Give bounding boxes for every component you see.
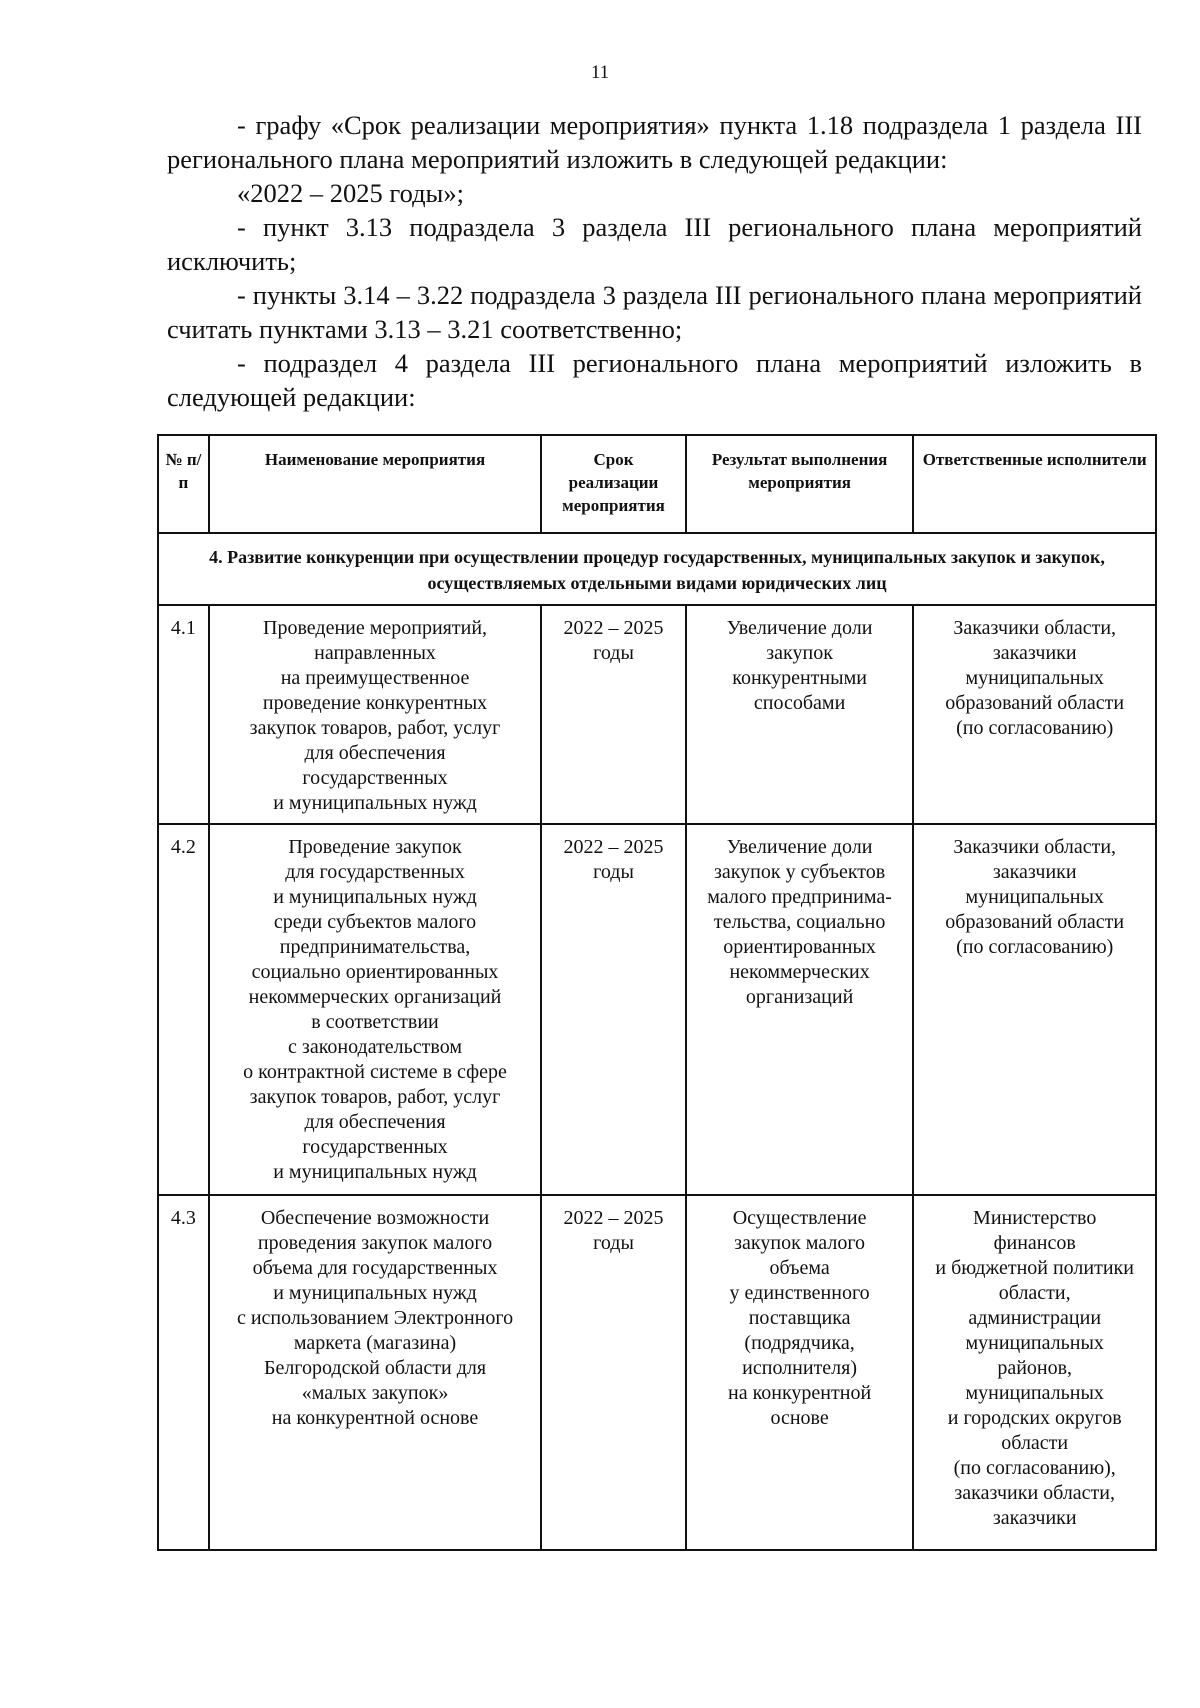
cell-line: закупок товаров, работ, услуг	[249, 1086, 501, 1108]
measure-name	[209, 1195, 541, 1550]
cell-line: проведения закупок малого	[257, 1232, 493, 1254]
cell-line: 2022 – 2025	[563, 617, 664, 639]
cell-line: муниципальных	[965, 886, 1104, 908]
cell-line: Увеличение доли	[726, 836, 873, 858]
cell-line: Увеличение доли	[726, 617, 873, 639]
cell-line: государственных	[302, 1136, 448, 1158]
cell-line: и муниципальных нужд	[273, 792, 477, 814]
cell-line: с использованием Электронного	[236, 1307, 514, 1329]
cell-line: 2022 – 2025	[563, 1207, 664, 1229]
section-title: 4. Развитие конкуренции при осуществлении процедур государственных, муниципальных закупок и закупок, осуществляемых отдельными видами юридических лиц	[158, 533, 1156, 605]
cell-line: муниципальных	[965, 667, 1104, 689]
cell-line: поставщика	[748, 1307, 851, 1329]
header-term: Срок реализации мероприятия	[541, 435, 686, 533]
cell-line: Белгородской области для	[263, 1357, 487, 1379]
cell-line: и городских округов	[947, 1407, 1122, 1429]
cell-line: с законодательством	[288, 1036, 462, 1058]
measure-result	[686, 605, 914, 824]
cell-line: закупок товаров, работ, услуг	[249, 717, 501, 739]
cell-line: (по согласованию)	[956, 717, 1114, 739]
cell-line: исполнителя)	[742, 1357, 858, 1379]
table-row	[158, 605, 1156, 824]
cell-line: Заказчики области,	[953, 836, 1117, 858]
row-number: 4.2	[158, 824, 209, 1195]
intro-paragraph: - пункты 3.14 – 3.22 подраздела 3 раздела III регионального плана мероприятий считать пунктами 3.13 – 3.21 соответственно;	[167, 280, 1142, 344]
cell-line: области	[1001, 1432, 1069, 1454]
table-row	[158, 824, 1156, 1195]
cell-line: объема	[769, 1257, 830, 1279]
cell-line: районов,	[997, 1357, 1073, 1379]
cell-line: (подрядчика,	[744, 1332, 855, 1354]
cell-line: для государственных	[285, 861, 465, 883]
cell-line: в соответствии	[311, 1011, 439, 1033]
cell-line: администрации	[968, 1307, 1102, 1329]
measure-responsible	[913, 605, 1156, 824]
cell-line: (по согласованию),	[953, 1457, 1116, 1479]
cell-line: предпринимательства,	[279, 936, 471, 958]
cell-line: годы	[593, 1232, 634, 1254]
header-result: Результат выполнения мероприятия	[686, 435, 914, 533]
cell-line: организаций	[745, 986, 854, 1008]
cell-line: Обеспечение возможности	[260, 1207, 490, 1229]
cell-line: государственных	[302, 767, 448, 789]
intro-paragraph: «2022 – 2025 годы»;	[237, 178, 464, 208]
cell-line: заказчики области,	[954, 1482, 1115, 1504]
header-name: Наименование мероприятия	[209, 435, 541, 533]
cell-line: образований области	[945, 692, 1125, 714]
cell-line: закупок	[766, 642, 833, 664]
cell-line: ориентированных	[723, 936, 876, 958]
measure-term	[541, 1195, 686, 1550]
row-number: 4.3	[158, 1195, 209, 1550]
measure-name	[209, 605, 541, 824]
cell-line: на конкурентной основе	[271, 1407, 479, 1429]
cell-line: малого предпринима-	[707, 886, 892, 908]
page-number: 11	[590, 62, 610, 83]
cell-line: Министерство	[973, 1207, 1097, 1229]
cell-line: финансов	[993, 1232, 1076, 1254]
table-row	[158, 1195, 1156, 1550]
cell-line: Проведение закупок	[288, 836, 462, 858]
cell-line: и муниципальных нужд	[273, 1282, 477, 1304]
cell-line: закупок малого	[734, 1232, 866, 1254]
cell-line: основе	[770, 1407, 829, 1429]
header-responsible: Ответственные исполнители	[913, 435, 1156, 533]
intro-text	[167, 108, 1142, 414]
cell-line: некоммерческих	[729, 961, 870, 983]
cell-line: проведение конкурентных	[262, 692, 488, 714]
cell-line: способами	[753, 692, 846, 714]
cell-line: закупок у субъектов	[713, 861, 886, 883]
cell-line: Проведение мероприятий,	[263, 617, 488, 639]
measure-term	[541, 605, 686, 824]
cell-line: заказчики	[992, 642, 1077, 664]
cell-line: маркета (магазина)	[293, 1332, 457, 1354]
intro-paragraph: - пункт 3.13 подраздела 3 раздела III регионального плана мероприятий исключить;	[167, 212, 1142, 276]
cell-line: некоммерческих организаций	[248, 986, 502, 1008]
section-row	[158, 533, 1156, 605]
cell-line: конкурентными	[732, 667, 867, 689]
cell-line: муниципальных	[965, 1382, 1104, 1404]
header-num: № п/п	[158, 435, 209, 533]
intro-paragraph: - подраздел 4 раздела III регионального плана мероприятий изложить в следующей редакции:	[167, 348, 1142, 412]
cell-line: и муниципальных нужд	[273, 886, 477, 908]
cell-line: заказчики	[992, 1507, 1077, 1529]
cell-line: на конкурентной	[728, 1382, 872, 1404]
measure-responsible	[913, 1195, 1156, 1550]
cell-line: для обеспечения	[304, 742, 446, 764]
cell-line: у единственного	[729, 1282, 870, 1304]
cell-line: социально ориентированных	[251, 961, 499, 983]
intro-paragraph: - графу «Срок реализации мероприятия» пункта 1.18 подраздела 1 раздела III регионального плана мероприятий изложить в следующей редакции:	[167, 110, 1142, 174]
row-number: 4.1	[158, 605, 209, 824]
cell-line: области,	[998, 1282, 1071, 1304]
cell-line: годы	[593, 861, 634, 883]
cell-line: направленных	[314, 642, 436, 664]
cell-line: 2022 – 2025	[563, 836, 664, 858]
measures-table	[157, 434, 1157, 1551]
cell-line: заказчики	[992, 861, 1077, 883]
cell-line: объема для государственных	[252, 1257, 498, 1279]
measure-result	[686, 824, 914, 1195]
cell-line: «малых закупок»	[301, 1382, 449, 1404]
measure-responsible	[913, 824, 1156, 1195]
cell-line: муниципальных	[965, 1332, 1104, 1354]
cell-line: Заказчики области,	[953, 617, 1117, 639]
cell-line: (по согласованию)	[956, 936, 1114, 958]
cell-line: и бюджетной политики	[935, 1257, 1134, 1279]
cell-line: о контрактной системе в сфере	[243, 1061, 507, 1083]
measure-result	[686, 1195, 914, 1550]
cell-line: на преимущественное	[280, 667, 470, 689]
cell-line: и муниципальных нужд	[273, 1161, 477, 1183]
cell-line: тельства, социально	[713, 911, 886, 933]
cell-line: образований области	[945, 911, 1125, 933]
measure-name	[209, 824, 541, 1195]
cell-line: для обеспечения	[304, 1111, 446, 1133]
cell-line: годы	[593, 642, 634, 664]
cell-line: среди субъектов малого	[273, 911, 477, 933]
cell-line: Осуществление	[732, 1207, 867, 1229]
measure-term	[541, 824, 686, 1195]
table-header-row	[158, 435, 1156, 533]
